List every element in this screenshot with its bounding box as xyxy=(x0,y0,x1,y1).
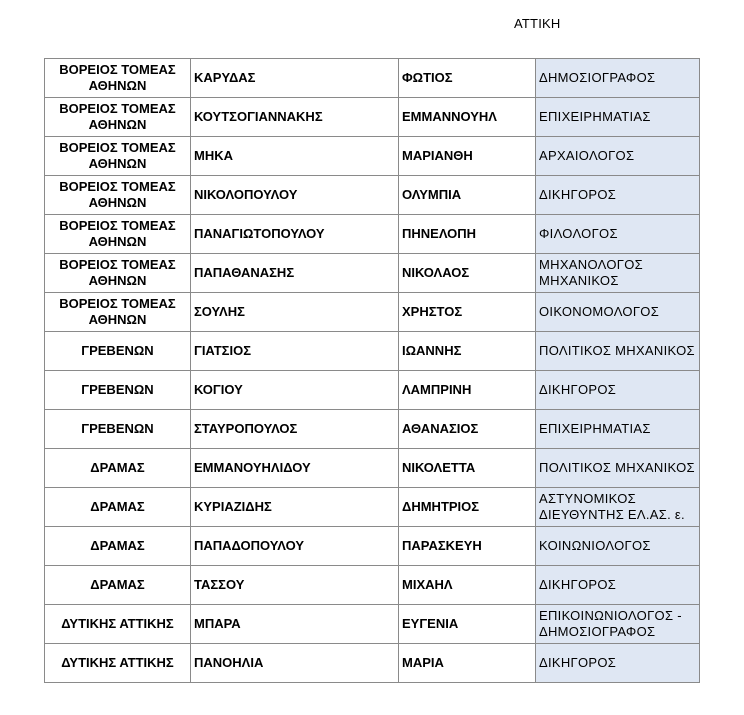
firstname-cell: ΝΙΚΟΛΑΟΣ xyxy=(399,254,536,293)
surname-cell: ΕΜΜΑΝΟΥΗΛΙΔΟΥ xyxy=(191,449,399,488)
table-row xyxy=(45,59,700,98)
firstname-cell: ΜΑΡΙΑ xyxy=(399,644,536,683)
district-cell: ΒΟΡΕΙΟΣ ΤΟΜΕΑΣ ΑΘΗΝΩΝ xyxy=(45,293,191,332)
profession-cell: ΕΠΙΧΕΙΡΗΜΑΤΙΑΣ xyxy=(536,410,700,449)
surname-cell: ΝΙΚΟΛΟΠΟΥΛΟΥ xyxy=(191,176,399,215)
district-cell: ΔΥΤΙΚΗΣ ΑΤΤΙΚΗΣ xyxy=(45,644,191,683)
profession-cell: ΚΟΙΝΩΝΙΟΛΟΓΟΣ xyxy=(536,527,700,566)
surname-cell: ΚΑΡΥΔΑΣ xyxy=(191,59,399,98)
table-row xyxy=(45,254,700,293)
district-cell: ΔΡΑΜΑΣ xyxy=(45,488,191,527)
district-cell: ΒΟΡΕΙΟΣ ΤΟΜΕΑΣ ΑΘΗΝΩΝ xyxy=(45,215,191,254)
district-cell: ΔΥΤΙΚΗΣ ΑΤΤΙΚΗΣ xyxy=(45,605,191,644)
table-row xyxy=(45,527,700,566)
table-row xyxy=(45,410,700,449)
table-row xyxy=(45,566,700,605)
firstname-cell: ΔΗΜΗΤΡΙΟΣ xyxy=(399,488,536,527)
district-cell: ΔΡΑΜΑΣ xyxy=(45,449,191,488)
surname-cell: ΣΤΑΥΡΟΠΟΥΛΟΣ xyxy=(191,410,399,449)
firstname-cell: ΕΜΜΑΝΝΟΥΗΛ xyxy=(399,98,536,137)
candidates-table xyxy=(44,58,700,683)
surname-cell: ΓΙΑΤΣΙΟΣ xyxy=(191,332,399,371)
profession-cell: ΔΙΚΗΓΟΡΟΣ xyxy=(536,644,700,683)
profession-cell: ΠΟΛΙΤΙΚΟΣ ΜΗΧΑΝΙΚΟΣ xyxy=(536,332,700,371)
district-cell: ΒΟΡΕΙΟΣ ΤΟΜΕΑΣ ΑΘΗΝΩΝ xyxy=(45,176,191,215)
district-cell: ΓΡΕΒΕΝΩΝ xyxy=(45,371,191,410)
profession-cell: ΠΟΛΙΤΙΚΟΣ ΜΗΧΑΝΙΚΟΣ xyxy=(536,449,700,488)
district-cell: ΒΟΡΕΙΟΣ ΤΟΜΕΑΣ ΑΘΗΝΩΝ xyxy=(45,254,191,293)
table-row xyxy=(45,488,700,527)
firstname-cell: ΜΙΧΑΗΛ xyxy=(399,566,536,605)
candidates-table-body xyxy=(45,59,700,683)
firstname-cell: ΑΘΑΝΑΣΙΟΣ xyxy=(399,410,536,449)
table-row xyxy=(45,332,700,371)
profession-cell: ΑΡΧΑΙΟΛΟΓΟΣ xyxy=(536,137,700,176)
district-cell: ΓΡΕΒΕΝΩΝ xyxy=(45,410,191,449)
table-row xyxy=(45,176,700,215)
profession-cell: ΔΙΚΗΓΟΡΟΣ xyxy=(536,566,700,605)
profession-cell: ΟΙΚΟΝΟΜΟΛΟΓΟΣ xyxy=(536,293,700,332)
surname-cell: ΜΠΑΡΑ xyxy=(191,605,399,644)
firstname-cell: ΧΡΗΣΤΟΣ xyxy=(399,293,536,332)
district-cell: ΔΡΑΜΑΣ xyxy=(45,566,191,605)
surname-cell: ΠΑΝΑΓΙΩΤΟΠΟΥΛΟΥ xyxy=(191,215,399,254)
table-row xyxy=(45,293,700,332)
table-row xyxy=(45,371,700,410)
surname-cell: ΚΥΡΙΑΖΙΔΗΣ xyxy=(191,488,399,527)
profession-cell: ΕΠΙΧΕΙΡΗΜΑΤΙΑΣ xyxy=(536,98,700,137)
profession-cell: ΕΠΙΚΟΙΝΩΝΙΟΛΟΓΟΣ - ΔΗΜΟΣΙΟΓΡΑΦΟΣ xyxy=(536,605,700,644)
profession-cell: ΔΗΜΟΣΙΟΓΡΑΦΟΣ xyxy=(536,59,700,98)
table-row xyxy=(45,137,700,176)
district-cell: ΒΟΡΕΙΟΣ ΤΟΜΕΑΣ ΑΘΗΝΩΝ xyxy=(45,137,191,176)
firstname-cell: ΙΩΑΝΝΗΣ xyxy=(399,332,536,371)
surname-cell: ΚΟΥΤΣΟΓΙΑΝΝΑΚΗΣ xyxy=(191,98,399,137)
profession-cell: ΦΙΛΟΛΟΓΟΣ xyxy=(536,215,700,254)
surname-cell: ΠΑΠΑΘΑΝΑΣΗΣ xyxy=(191,254,399,293)
surname-cell: ΤΑΣΣΟΥ xyxy=(191,566,399,605)
region-heading: ΑΤΤΙΚΗ xyxy=(514,16,561,31)
firstname-cell: ΟΛΥΜΠΙΑ xyxy=(399,176,536,215)
district-cell: ΔΡΑΜΑΣ xyxy=(45,527,191,566)
firstname-cell: ΝΙΚΟΛΕΤΤΑ xyxy=(399,449,536,488)
firstname-cell: ΕΥΓΕΝΙΑ xyxy=(399,605,536,644)
profession-cell: ΔΙΚΗΓΟΡΟΣ xyxy=(536,176,700,215)
surname-cell: ΜΗΚΑ xyxy=(191,137,399,176)
firstname-cell: ΦΩΤΙΟΣ xyxy=(399,59,536,98)
surname-cell: ΣΟΥΛΗΣ xyxy=(191,293,399,332)
profession-cell: ΜΗΧΑΝΟΛΟΓΟΣ ΜΗΧΑΝΙΚΟΣ xyxy=(536,254,700,293)
table-row xyxy=(45,644,700,683)
firstname-cell: ΠΑΡΑΣΚΕΥΗ xyxy=(399,527,536,566)
district-cell: ΓΡΕΒΕΝΩΝ xyxy=(45,332,191,371)
firstname-cell: ΛΑΜΠΡΙΝΗ xyxy=(399,371,536,410)
firstname-cell: ΠΗΝΕΛΟΠΗ xyxy=(399,215,536,254)
table-row xyxy=(45,215,700,254)
district-cell: ΒΟΡΕΙΟΣ ΤΟΜΕΑΣ ΑΘΗΝΩΝ xyxy=(45,59,191,98)
surname-cell: ΠΑΝΟΗΛΙΑ xyxy=(191,644,399,683)
surname-cell: ΚΟΓΙΟΥ xyxy=(191,371,399,410)
district-cell: ΒΟΡΕΙΟΣ ΤΟΜΕΑΣ ΑΘΗΝΩΝ xyxy=(45,98,191,137)
table-row xyxy=(45,98,700,137)
table-row xyxy=(45,605,700,644)
firstname-cell: ΜΑΡΙΑΝΘΗ xyxy=(399,137,536,176)
profession-cell: ΑΣΤΥΝΟΜΙΚΟΣ ΔΙΕΥΘΥΝΤΗΣ ΕΛ.ΑΣ. ε. xyxy=(536,488,700,527)
surname-cell: ΠΑΠΑΔΟΠΟΥΛΟΥ xyxy=(191,527,399,566)
table-row xyxy=(45,449,700,488)
profession-cell: ΔΙΚΗΓΟΡΟΣ xyxy=(536,371,700,410)
